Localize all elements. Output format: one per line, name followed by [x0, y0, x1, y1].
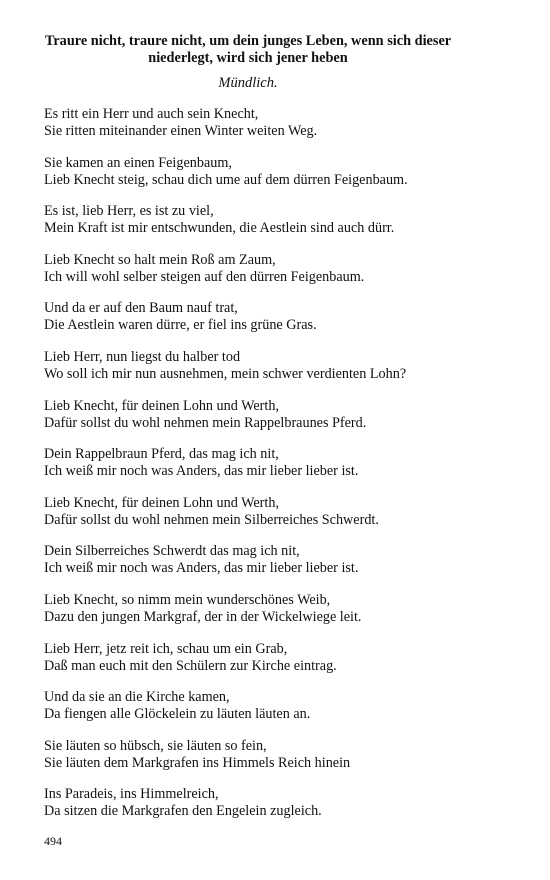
- stanza-10: [44, 543, 524, 592]
- stanza-8-line-1: Dein Rappelbraun Pferd, das mag ich nit,: [44, 446, 279, 463]
- page-number: 494: [44, 834, 62, 848]
- stanza-11: [44, 592, 524, 641]
- stanza-13-line-2: Da fiengen alle Glöckelein zu läuten läuten an.: [44, 706, 311, 723]
- stanza-7-line-2: Dafür sollst du wohl nehmen mein Rappelbraunes Pferd.: [44, 414, 367, 431]
- stanza-7-line-1: Lieb Knecht, für deinen Lohn und Werth,: [44, 397, 279, 414]
- stanza-7: [44, 398, 524, 447]
- stanza-3-line-2: Mein Kraft ist mir entschwunden, die Aestlein sind auch dürr.: [44, 220, 395, 237]
- stanza-5: [44, 300, 524, 349]
- stanza-14-line-2: Sie läuten dem Markgrafen ins Himmels Reich hinein: [44, 754, 351, 771]
- stanza-6-line-2: Wo soll ich mir nun ausnehmen, mein schwer verdienten Lohn?: [44, 365, 407, 382]
- stanza-10-line-2: Ich weiß mir noch was Anders, das mir lieber lieber ist.: [44, 560, 359, 577]
- stanza-15: [44, 786, 524, 835]
- stanza-2-line-2: Lieb Knecht steig, schau dich ume auf dem dürren Feigenbaum.: [44, 171, 408, 188]
- poem-body: [44, 106, 524, 835]
- stanza-14-line-1: Sie läuten so hübsch, sie läuten so fein,: [44, 737, 267, 754]
- poem-title-line-1: Traure nicht, traure nicht, um dein junges Leben, wenn sich dieser: [44, 33, 452, 49]
- stanza-2-line-1: Sie kamen an einen Feigenbaum,: [44, 154, 232, 171]
- stanza-6-line-1: Lieb Herr, nun liegst du halber tod: [44, 348, 241, 365]
- stanza-14: [44, 738, 524, 787]
- stanza-4-line-1: Lieb Knecht so halt mein Roß am Zaum,: [44, 251, 276, 268]
- stanza-8: [44, 446, 524, 495]
- stanza-5-line-2: Die Aestlein waren dürre, er fiel ins grüne Gras.: [44, 317, 317, 334]
- stanza-15-line-1: Ins Paradeis, ins Himmelreich,: [44, 786, 219, 803]
- stanza-3-line-1: Es ist, lieb Herr, es ist zu viel,: [44, 203, 214, 220]
- stanza-4: [44, 252, 524, 301]
- stanza-1-line-1: Es ritt ein Herr und auch sein Knecht,: [44, 106, 259, 122]
- stanza-12-line-2: Daß man euch mit den Schülern zur Kirche eintrag.: [44, 657, 337, 674]
- stanza-8-line-2: Ich weiß mir noch was Anders, das mir lieber lieber ist.: [44, 463, 359, 480]
- stanza-12-line-1: Lieb Herr, jetz reit ich, schau um ein Grab,: [44, 640, 288, 657]
- stanza-4-line-2: Ich will wohl selber steigen auf den dürren Feigenbaum.: [44, 268, 365, 285]
- stanza-9-line-1: Lieb Knecht, für deinen Lohn und Werth,: [44, 494, 279, 511]
- stanza-13-line-1: Und da sie an die Kirche kamen,: [44, 689, 230, 706]
- stanza-11-line-2: Dazu den jungen Markgraf, der in der Wickelwiege leit.: [44, 608, 362, 625]
- stanza-10-line-1: Dein Silberreiches Schwerdt das mag ich nit,: [44, 543, 300, 560]
- source-note: Mündlich.: [218, 75, 278, 91]
- stanza-1-line-2: Sie ritten miteinander einen Winter weiten Weg.: [44, 123, 318, 139]
- stanza-9: [44, 495, 524, 544]
- stanza-9-line-2: Dafür sollst du wohl nehmen mein Silberreiches Schwerdt.: [44, 511, 379, 528]
- stanza-5-line-1: Und da er auf den Baum nauf trat,: [44, 300, 238, 317]
- stanza-2: [44, 155, 524, 204]
- stanza-1: [44, 106, 524, 155]
- stanza-12: [44, 641, 524, 690]
- stanza-6: [44, 349, 524, 398]
- stanza-3: [44, 203, 524, 252]
- stanza-13: [44, 689, 524, 738]
- poem-title: [38, 33, 458, 67]
- poem-title-line-2: niederlegt, wird sich jener heben: [148, 50, 348, 66]
- stanza-11-line-1: Lieb Knecht, so nimm mein wunderschönes Weib,: [44, 591, 331, 608]
- stanza-15-line-2: Da sitzen die Markgrafen den Engelein zugleich.: [44, 803, 322, 820]
